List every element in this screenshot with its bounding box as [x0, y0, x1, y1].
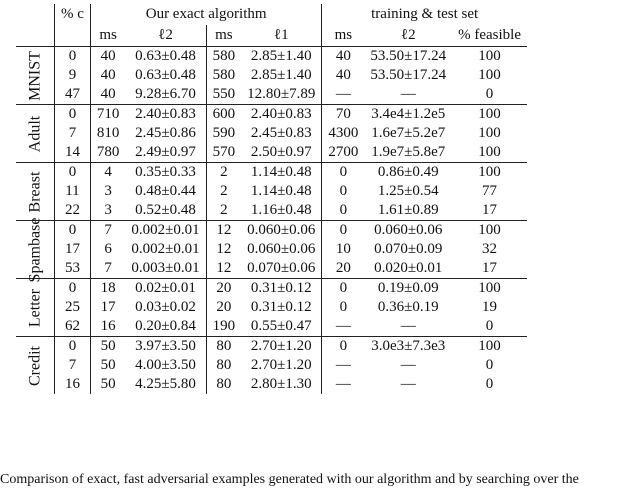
- cell-ms-l1: 2: [206, 163, 241, 183]
- cell-feasible: 0: [485, 357, 494, 373]
- cell-l2: 0.63±0.48: [125, 47, 206, 67]
- cell-pct-c: 0: [55, 279, 91, 299]
- cell-ms-train: 0: [322, 279, 365, 299]
- cell-l2-train: 0.060±0.06: [364, 221, 452, 241]
- cell-ms-l1: 12: [206, 240, 241, 259]
- cell-feasible: 17: [482, 202, 498, 218]
- cell-l2-train: 0.020±0.01: [374, 260, 443, 276]
- table-row: [16, 66, 527, 85]
- results-table: [16, 4, 527, 394]
- cell-l2-train: 1.9e7±5.8e7: [371, 144, 446, 160]
- cell-l2: 0.52±0.48: [135, 202, 196, 218]
- table-row: [16, 375, 527, 394]
- cell-l1: 2.85±1.40: [241, 47, 322, 67]
- cell-ms-l1: 2: [206, 201, 241, 221]
- cell-ms-train: 40: [322, 47, 365, 67]
- cell-feasible: 32: [482, 241, 498, 257]
- cell-ms-l2: 4: [90, 163, 125, 183]
- cell-l2: 2.45±0.86: [135, 125, 196, 141]
- cell-l2: 0.48±0.44: [135, 183, 196, 199]
- header-feasible: % feasible: [452, 25, 527, 47]
- cell-feasible: 17: [482, 260, 498, 276]
- cell-feasible: 100: [452, 163, 527, 183]
- dataset-label-cell: [16, 279, 55, 337]
- cell-pct-c: 17: [55, 240, 91, 259]
- cell-ms-train: 70: [322, 105, 365, 125]
- cell-pct-c: 53: [55, 259, 91, 279]
- table-row: [16, 182, 527, 201]
- cell-ms-l2: 40: [90, 85, 125, 105]
- cell-ms-l2: 7: [90, 221, 125, 241]
- cell-ms-l1: 12: [206, 221, 241, 241]
- table-row: [16, 47, 527, 67]
- cell-feasible: 100: [452, 221, 527, 241]
- cell-l2-train: —: [400, 376, 416, 392]
- cell-ms-train: 20: [322, 259, 365, 279]
- cell-feasible: 100: [478, 144, 501, 160]
- cell-feasible: 100: [452, 105, 527, 125]
- cell-ms-train: 0: [322, 182, 365, 201]
- dataset-label-cell: [16, 47, 55, 105]
- table-row: [16, 85, 527, 105]
- header-row-groups: [16, 4, 527, 25]
- cell-ms-l1: 80: [206, 375, 241, 394]
- cell-ms-l1: 20: [206, 279, 241, 299]
- cell-ms-train: 0: [322, 221, 365, 241]
- cell-pct-c: 7: [55, 356, 91, 375]
- cell-ms-l2: 18: [90, 279, 125, 299]
- cell-ms-train: 2700: [322, 143, 365, 163]
- cell-pct-c: 7: [55, 124, 91, 143]
- cell-ms-l1: 190: [206, 317, 241, 337]
- header-l1: ℓ1: [241, 25, 322, 47]
- cell-feasible: 19: [482, 299, 498, 315]
- cell-ms-l2: 50: [90, 356, 125, 375]
- cell-l2-train: 53.50±17.24: [364, 47, 452, 67]
- cell-l2-train: 0.36±0.19: [377, 299, 439, 315]
- cell-ms-l2: 710: [90, 105, 125, 125]
- dataset-name: Adult: [26, 115, 44, 152]
- cell-pct-c: 0: [55, 105, 91, 125]
- header-l2: ℓ2: [125, 25, 206, 47]
- cell-l2: 0.002±0.01: [125, 221, 206, 241]
- cell-feasible: 100: [452, 279, 527, 299]
- cell-ms-l1: 580: [206, 66, 241, 85]
- cell-pct-c: 0: [55, 337, 91, 357]
- header-row-columns: [16, 25, 527, 47]
- cell-ms-l1: 80: [206, 356, 241, 375]
- table-row: [16, 337, 527, 357]
- table-row: [16, 356, 527, 375]
- cell-pct-c: 9: [55, 66, 91, 85]
- cell-l2-train: —: [400, 86, 416, 102]
- table-row: [16, 163, 527, 183]
- cell-ms-l1: 12: [206, 259, 241, 279]
- cell-feasible: 100: [452, 47, 527, 67]
- cell-ms-l2: 16: [90, 317, 125, 337]
- dataset-label-cell: [16, 217, 55, 282]
- table-row: [16, 124, 527, 143]
- cell-ms-train: 0: [322, 298, 365, 317]
- cell-l2: 0.63±0.48: [135, 67, 196, 83]
- cell-pct-c: 11: [55, 182, 91, 201]
- cell-l2: 4.00±3.50: [135, 357, 196, 373]
- cell-l1: 1.16±0.48: [250, 202, 312, 218]
- cell-l2: 2.49±0.97: [135, 144, 196, 160]
- cell-l2: 0.002±0.01: [131, 241, 200, 257]
- cell-l2: 2.40±0.83: [125, 105, 206, 125]
- dataset-name: Spambase: [26, 217, 44, 282]
- table-row: [16, 298, 527, 317]
- cell-l1: 2.50±0.97: [250, 144, 312, 160]
- cell-l1: 0.070±0.06: [247, 260, 316, 276]
- dataset-label-cell: [16, 163, 55, 221]
- cell-ms-train: —: [322, 356, 365, 375]
- cell-feasible: 100: [452, 337, 527, 357]
- cell-pct-c: 0: [55, 163, 91, 183]
- header-blank-2: [16, 25, 55, 47]
- table-row: [16, 317, 527, 337]
- cell-l1: 2.45±0.83: [250, 125, 312, 141]
- cell-l1: 2.70±1.20: [250, 357, 312, 373]
- cell-l1: 2.85±1.40: [250, 67, 312, 83]
- table-row: [16, 259, 527, 279]
- header-l2-train: ℓ2: [364, 25, 452, 47]
- header-ms-l1: ms: [206, 25, 241, 47]
- cell-ms-l2: 50: [90, 337, 125, 357]
- cell-ms-train: —: [322, 317, 365, 337]
- header-our-exact-algorithm: Our exact algorithm: [90, 4, 321, 25]
- cell-l2: 0.35±0.33: [125, 163, 206, 183]
- cell-pct-c: 0: [55, 221, 91, 241]
- cell-feasible: 0: [485, 376, 494, 392]
- cell-ms-l1: 590: [206, 124, 241, 143]
- cell-ms-l2: 810: [90, 124, 125, 143]
- cell-l2-train: 0.19±0.09: [364, 279, 452, 299]
- cell-l1: 2.80±1.30: [250, 376, 312, 392]
- cell-feasible: 100: [478, 125, 501, 141]
- cell-feasible: 0: [485, 318, 494, 334]
- cell-l2-train: 1.61±0.89: [377, 202, 439, 218]
- cell-ms-train: —: [322, 375, 365, 394]
- dataset-name: Letter: [26, 288, 44, 327]
- table-caption: Comparison of exact, fast adversarial examples generated with our algorithm and by searching over the: [0, 472, 579, 487]
- dataset-name: Breast: [26, 171, 44, 212]
- table-row: [16, 240, 527, 259]
- cell-ms-l2: 50: [90, 375, 125, 394]
- cell-l2: 4.25±5.80: [135, 376, 196, 392]
- cell-ms-l2: 3: [90, 201, 125, 221]
- header-pct-c: % c: [55, 4, 91, 25]
- dataset-label-cell: [16, 105, 55, 163]
- cell-pct-c: 16: [55, 375, 91, 394]
- cell-ms-l2: 6: [90, 240, 125, 259]
- cell-l1: 12.80±7.89: [247, 86, 316, 102]
- cell-ms-l1: 550: [206, 85, 241, 105]
- cell-ms-l2: 780: [90, 143, 125, 163]
- cell-ms-train: —: [322, 85, 365, 105]
- dataset-label-cell: [16, 337, 55, 395]
- dataset-name: MNIST: [26, 50, 44, 101]
- dataset-name: Credit: [26, 345, 44, 386]
- cell-ms-l2: 40: [90, 66, 125, 85]
- cell-l2-train: 1.25±0.54: [377, 183, 439, 199]
- cell-l2: 9.28±6.70: [135, 86, 196, 102]
- cell-l1: 1.14±0.48: [250, 183, 312, 199]
- table-row: [16, 105, 527, 125]
- cell-ms-train: 0: [322, 337, 365, 357]
- cell-ms-l1: 80: [206, 337, 241, 357]
- cell-ms-l2: 40: [90, 47, 125, 67]
- cell-l2-train: 0.070±0.09: [374, 241, 443, 257]
- cell-ms-l2: 7: [90, 259, 125, 279]
- cell-ms-l2: 3: [90, 182, 125, 201]
- cell-ms-train: 4300: [322, 124, 365, 143]
- cell-feasible: 0: [485, 86, 494, 102]
- cell-ms-l1: 570: [206, 143, 241, 163]
- cell-l1: 1.14±0.48: [241, 163, 322, 183]
- cell-l2-train: 3.0e3±7.3e3: [364, 337, 452, 357]
- table-row: [16, 201, 527, 221]
- cell-pct-c: 0: [55, 47, 91, 67]
- cell-l2: 0.03±0.02: [135, 299, 196, 315]
- header-ms-train: ms: [322, 25, 365, 47]
- cell-ms-train: 0: [322, 163, 365, 183]
- table-row: [16, 279, 527, 299]
- cell-pct-c: 22: [55, 201, 91, 221]
- cell-l2-train: 53.50±17.24: [370, 67, 447, 83]
- header-blank-3: [55, 25, 91, 47]
- cell-pct-c: 25: [55, 298, 91, 317]
- cell-ms-l1: 20: [206, 298, 241, 317]
- cell-pct-c: 14: [55, 143, 91, 163]
- cell-l1: 0.31±0.12: [241, 279, 322, 299]
- cell-l2-train: 0.86±0.49: [364, 163, 452, 183]
- cell-l2: 0.02±0.01: [125, 279, 206, 299]
- cell-l2-train: 1.6e7±5.2e7: [371, 125, 446, 141]
- header-training-test-set: training & test set: [322, 4, 527, 25]
- cell-pct-c: 47: [55, 85, 91, 105]
- cell-ms-train: 0: [322, 201, 365, 221]
- cell-ms-train: 40: [322, 66, 365, 85]
- results-body: [16, 47, 527, 395]
- header-ms-l2: ms: [90, 25, 125, 47]
- cell-l1: 0.060±0.06: [247, 241, 316, 257]
- table-row: [16, 221, 527, 241]
- cell-l1: 0.060±0.06: [241, 221, 322, 241]
- cell-l2-train: 3.4e4±1.2e5: [364, 105, 452, 125]
- cell-ms-l1: 600: [206, 105, 241, 125]
- cell-l1: 0.55±0.47: [250, 318, 312, 334]
- cell-ms-l1: 2: [206, 182, 241, 201]
- cell-l2-train: —: [400, 357, 416, 373]
- cell-l2: 0.20±0.84: [135, 318, 196, 334]
- cell-ms-train: 10: [322, 240, 365, 259]
- cell-ms-l2: 17: [90, 298, 125, 317]
- cell-ms-l1: 580: [206, 47, 241, 67]
- table-row: [16, 143, 527, 163]
- cell-pct-c: 62: [55, 317, 91, 337]
- cell-l2: 3.97±3.50: [125, 337, 206, 357]
- cell-feasible: 77: [482, 183, 498, 199]
- cell-l2: 0.003±0.01: [131, 260, 200, 276]
- cell-l2-train: —: [400, 318, 416, 334]
- cell-feasible: 100: [478, 67, 501, 83]
- cell-l1: 0.31±0.12: [250, 299, 312, 315]
- cell-l1: 2.40±0.83: [241, 105, 322, 125]
- cell-l1: 2.70±1.20: [241, 337, 322, 357]
- header-blank: [16, 4, 55, 25]
